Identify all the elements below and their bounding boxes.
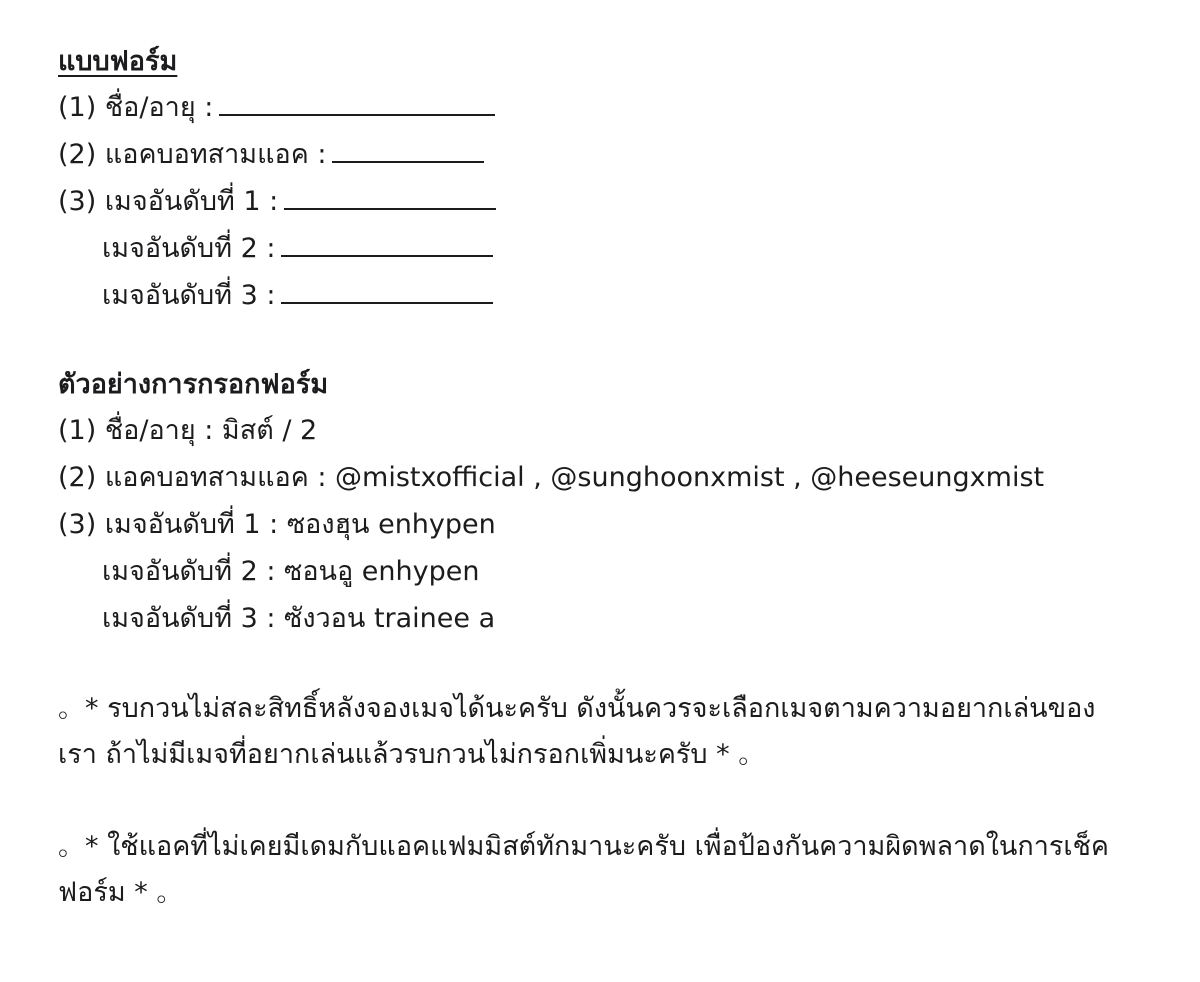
spacer — [58, 778, 1148, 824]
field-label: (1) ชื่อ/อายุ : — [58, 92, 214, 123]
form-field-rank-1 — [58, 178, 1148, 225]
blank-line — [284, 182, 496, 210]
example-title: ตัวอย่างการกรอกฟอร์ม — [58, 369, 329, 400]
example-line: (2) แอคบอทสามแอค : @mistxofficial , @sunghoonxmist , @heeseungxmist — [58, 462, 1045, 493]
blank-line — [281, 276, 493, 304]
example-line: เมจอันดับที่ 3 : ซังวอน trainee a — [102, 603, 496, 634]
field-label: เมจอันดับที่ 2 : — [102, 233, 276, 264]
form-field-rank-2 — [58, 225, 1148, 272]
form-field-rank-3 — [58, 272, 1148, 319]
note-marker-end: * 。 — [134, 877, 184, 908]
note-marker-start: 。* — [58, 831, 99, 862]
field-label: เมจอันดับที่ 3 : — [102, 280, 276, 311]
field-label: (2) แอคบอทสามแอค : — [58, 139, 327, 170]
note-text: ใช้แอคที่ไม่เคยมีเดมกับแอคแฟมมิสต์ทักมานะครับ เพื่อป้องกันความผิดพลาดในการเช็คฟอร์ม — [58, 831, 1109, 908]
spacer — [58, 319, 1148, 363]
note-text: รบกวนไม่สละสิทธิ์หลังจองเมจได้นะครับ ดังนั้นควรจะเลือกเมจตามความอยากเล่นของเรา ถ้าไม่มีเมจที่อยากเล่นแล้วรบกวนไม่กรอกเพิ่มนะครับ — [58, 693, 1096, 770]
blank-line — [219, 88, 495, 116]
note-paragraph — [58, 824, 1128, 916]
document — [58, 40, 1148, 916]
note-paragraph — [58, 686, 1128, 778]
example-line: (1) ชื่อ/อายุ : มิสต์ / 2 — [58, 415, 318, 446]
example-line: เมจอันดับที่ 2 : ซอนอู enhypen — [102, 556, 480, 587]
field-label: (3) เมจอันดับที่ 1 : — [58, 186, 279, 217]
blank-line — [332, 135, 484, 163]
form-field-bot-accounts — [58, 131, 1148, 178]
spacer — [58, 642, 1148, 686]
form-field-name-age — [58, 84, 1148, 131]
note-marker-end: * 。 — [716, 739, 766, 770]
blank-line — [281, 229, 493, 257]
form-template-title: แบบฟอร์ม — [58, 46, 178, 77]
note-marker-start: 。* — [58, 693, 99, 724]
example-line: (3) เมจอันดับที่ 1 : ซองฮุน enhypen — [58, 509, 496, 540]
